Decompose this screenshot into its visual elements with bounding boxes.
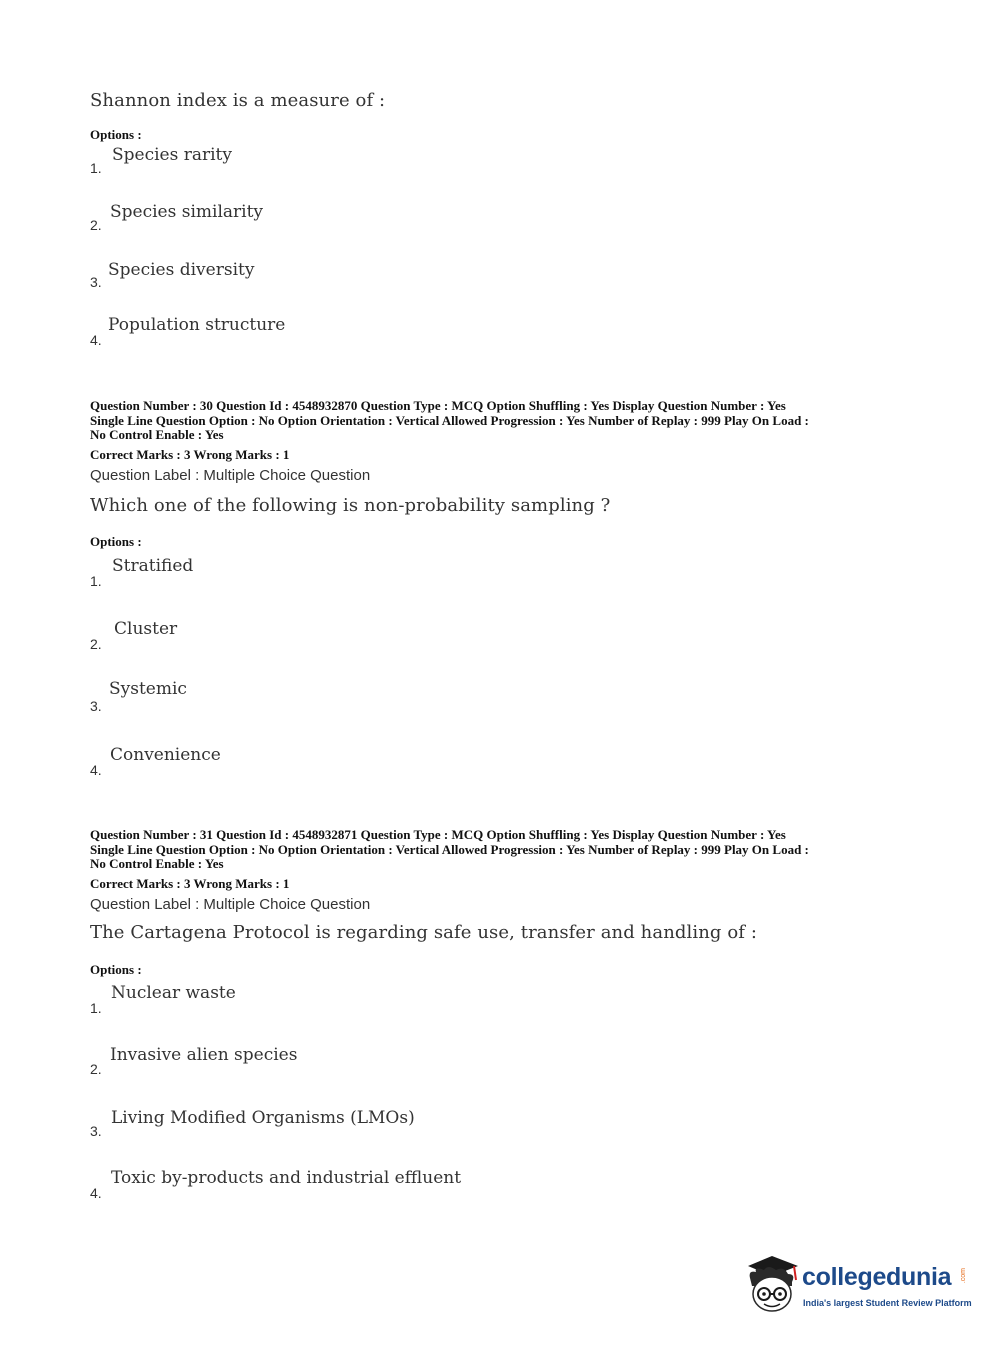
question-29-text: Shannon index is a measure of : bbox=[90, 90, 386, 111]
question-30-marks: Correct Marks : 3 Wrong Marks : 1 bbox=[90, 447, 290, 462]
option-number: 4. bbox=[90, 1185, 102, 1201]
mascot-icon bbox=[742, 1252, 800, 1314]
question-31-marks: Correct Marks : 3 Wrong Marks : 1 bbox=[90, 876, 290, 891]
question-30-text: Which one of the following is non-probability sampling ? bbox=[90, 495, 611, 516]
options-heading: Options : bbox=[90, 534, 142, 549]
option-text: Invasive alien species bbox=[110, 1045, 298, 1065]
option-text: Nuclear waste bbox=[111, 983, 236, 1003]
option-number: 1. bbox=[90, 160, 102, 176]
option-number: 4. bbox=[90, 332, 102, 348]
option-number: 2. bbox=[90, 1061, 102, 1077]
question-31-metadata: Question Number : 31 Question Id : 4548932871 Question Type : MCQ Option Shuffling : Yes Display Question Number : Yes Single Line Question Option : No Option Orientation : Vertical Allowed Progression : Yes Number of Replay : 999 Play On Load : No Control Enable : Yes bbox=[90, 827, 809, 871]
option-number: 4. bbox=[90, 762, 102, 778]
option-text: Convenience bbox=[110, 745, 221, 765]
option-number: 2. bbox=[90, 217, 102, 233]
options-heading: Options : bbox=[90, 962, 142, 977]
logo-wordmark: collegedunia bbox=[802, 1263, 952, 1291]
logo-dotcom: .com bbox=[960, 1268, 967, 1284]
option-number: 3. bbox=[90, 274, 102, 290]
question-31-text: The Cartagena Protocol is regarding safe use, transfer and handling of : bbox=[90, 922, 758, 943]
collegedunia-logo[interactable] bbox=[742, 1250, 972, 1320]
option-text: Systemic bbox=[109, 679, 187, 699]
question-30-metadata: Question Number : 30 Question Id : 4548932870 Question Type : MCQ Option Shuffling : Yes Display Question Number : Yes Single Line Question Option : No Option Orientation : Vertical Allowed Progression : Yes Number of Replay : 999 Play On Load : No Control Enable : Yes bbox=[90, 398, 809, 442]
option-number: 2. bbox=[90, 636, 102, 652]
option-number: 1. bbox=[90, 573, 102, 589]
option-text: Population structure bbox=[108, 315, 286, 335]
option-number: 3. bbox=[90, 698, 102, 714]
option-text: Stratified bbox=[112, 556, 194, 576]
option-text: Species diversity bbox=[108, 260, 255, 280]
logo-tagline: India's largest Student Review Platform bbox=[803, 1298, 972, 1308]
option-number: 3. bbox=[90, 1123, 102, 1139]
option-text: Cluster bbox=[114, 619, 178, 639]
question-30-label: Question Label : Multiple Choice Question bbox=[90, 467, 371, 484]
option-text: Toxic by-products and industrial effluent bbox=[111, 1168, 462, 1188]
question-31-label: Question Label : Multiple Choice Question bbox=[90, 896, 371, 913]
options-heading: Options : bbox=[90, 127, 142, 142]
option-text: Species rarity bbox=[112, 145, 232, 165]
option-text: Species similarity bbox=[110, 202, 264, 222]
option-number: 1. bbox=[90, 1000, 102, 1016]
option-text: Living Modified Organisms (LMOs) bbox=[111, 1108, 415, 1128]
